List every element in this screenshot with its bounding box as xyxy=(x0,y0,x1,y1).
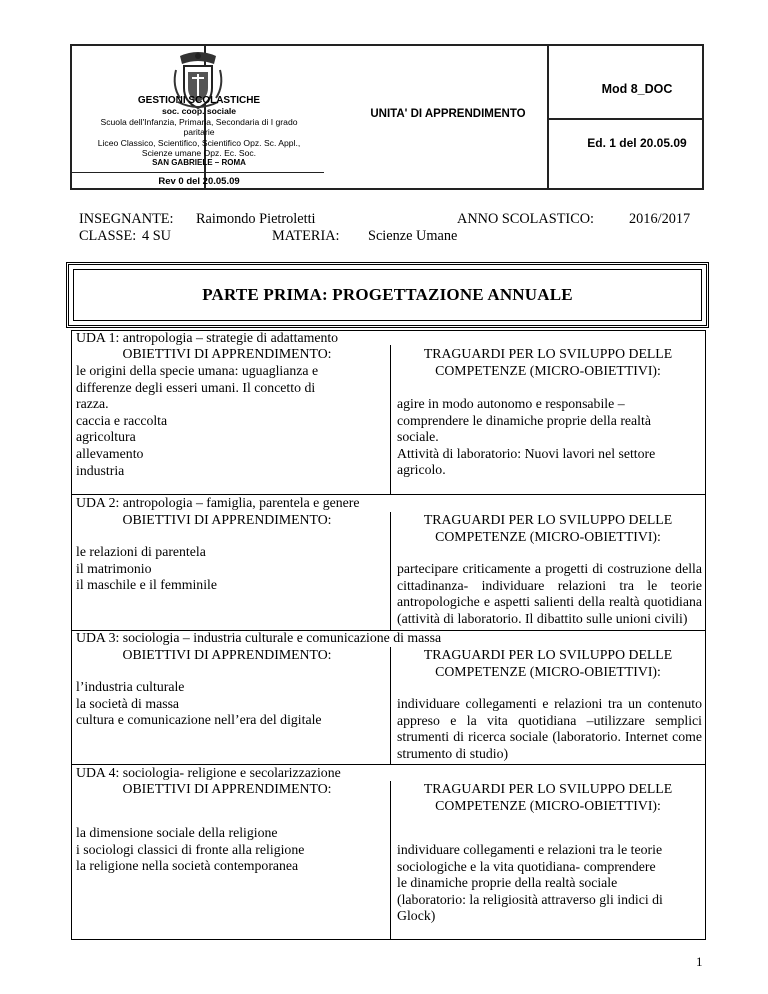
uda-4-title: UDA 4: sociologia- religione e secolarizzazione xyxy=(76,765,341,780)
classe-label: CLASSE: xyxy=(79,228,137,244)
list-item: comprendere le dinamiche proprie della realtà xyxy=(397,412,651,428)
org-coop: soc. coop. sociale xyxy=(161,106,237,117)
uda-1-obiettivi xyxy=(76,363,386,479)
table-border xyxy=(71,330,72,940)
list-item: caccia e raccolta xyxy=(76,412,168,428)
list-item: cultura e comunicazione nell’era del digitale xyxy=(76,712,322,728)
list-item: individuare collegamenti e relazioni tra le teorie xyxy=(397,842,663,857)
list-item: la religione nella società contemporanea xyxy=(76,858,299,874)
section-title-box xyxy=(66,262,709,328)
header-divider xyxy=(70,172,324,173)
insegnante-label: INSEGNANTE: xyxy=(79,211,174,227)
list-item: i sociologi classici di fronte alla religione xyxy=(76,841,305,857)
uda-4-obiettivi-header: OBIETTIVI DI APPRENDIMENTO: xyxy=(122,781,332,796)
uda-1-traguardi xyxy=(397,396,702,479)
list-item: industria xyxy=(76,462,125,478)
edition-label: Ed. 1 del 20.05.09 xyxy=(587,136,687,150)
list-item: sociologiche e la vita quotidiana- comprendere xyxy=(397,858,656,874)
page-number: 1 xyxy=(696,954,703,969)
table-border xyxy=(71,939,706,940)
anno-value: 2016/2017 xyxy=(629,211,691,227)
header-divider xyxy=(547,118,702,120)
list-item: le origini della specie umana: uguaglianza e xyxy=(76,363,319,378)
uda-1-title: UDA 1: antropologia – strategie di adattamento xyxy=(76,330,339,345)
list-item: differenze degli esseri umani. Il concetto di xyxy=(76,379,316,395)
uda-1-obiettivi-header: OBIETTIVI DI APPRENDIMENTO: xyxy=(122,346,332,361)
list-item: allevamento xyxy=(76,445,144,461)
uda-3-obiettivi-header: OBIETTIVI DI APPRENDIMENTO: xyxy=(122,647,332,662)
list-item: il maschile e il femminile xyxy=(76,577,217,593)
uda-3-traguardi: individuare collegamenti e relazioni tra un contenuto appreso e la vita quotidiana –utilizzare semplici strumenti di ricerca sociale (laboratorio. Internet come strumento di studio) xyxy=(397,696,702,761)
list-item: la dimensione sociale della religione xyxy=(76,825,278,840)
org-line: Liceo Classico, Scientifico, Scientifico Opz. Sc. Appl., xyxy=(97,137,301,148)
uda-1-traguardi-header: TRAGUARDI PER LO SVILUPPO DELLE COMPETENZE (MICRO-OBIETTIVI): xyxy=(423,346,673,378)
list-item: Attività di laboratorio: Nuovi lavori nel settore xyxy=(397,445,656,461)
list-item: sociale. xyxy=(397,429,439,445)
org-line: Scuola dell'Infanzia, Primaria, Secondaria di I grado xyxy=(100,116,298,127)
list-item: agricolo. xyxy=(397,462,446,478)
uda-4-traguardi-header: TRAGUARDI PER LO SVILUPPO DELLE COMPETENZE (MICRO-OBIETTIVI): xyxy=(423,781,673,813)
classe-value: 4 SU xyxy=(142,228,171,244)
document-type-title: UNITA' DI APPRENDIMENTO xyxy=(370,108,526,120)
uda-3-obiettivi xyxy=(76,679,386,729)
module-code: Mod 8_DOC xyxy=(601,82,673,96)
revision-label: Rev 0 del 20.05.09 xyxy=(158,176,240,187)
uda-2-obiettivi-header: OBIETTIVI DI APPRENDIMENTO: xyxy=(122,512,332,527)
organization-info xyxy=(72,96,326,169)
list-item: Glock) xyxy=(397,908,436,924)
org-line: Scienze umane Opz. Ec. Soc. xyxy=(141,148,257,159)
materia-label: MATERIA: xyxy=(272,228,340,244)
uda-2-traguardi-header: TRAGUARDI PER LO SVILUPPO DELLE COMPETENZE (MICRO-OBIETTIVI): xyxy=(423,512,673,544)
list-item: le dinamiche proprie della realtà sociale xyxy=(397,875,618,891)
org-name: GESTIONI SCOLASTICHE xyxy=(137,95,261,106)
list-item: agire in modo autonomo e responsabile – xyxy=(397,396,625,411)
list-item: (laboratorio: la religiosità attraverso gli indici di xyxy=(397,891,663,907)
uda-2-title: UDA 2: antropologia – famiglia, parentela e genere xyxy=(76,495,360,510)
list-item: agricoltura xyxy=(76,429,136,445)
uda-3-title: UDA 3: sociologia – industria culturale e comunicazione di massa xyxy=(76,630,442,645)
list-item: le relazioni di parentela xyxy=(76,544,206,559)
uda-2-obiettivi xyxy=(76,544,386,594)
table-border xyxy=(705,330,706,940)
section-title: PARTE PRIMA: PROGETTAZIONE ANNUALE xyxy=(202,285,573,304)
list-item: la società di massa xyxy=(76,695,180,711)
list-item: l’industria culturale xyxy=(76,679,185,694)
org-line: paritarie xyxy=(183,127,215,138)
list-item: razza. xyxy=(76,396,109,412)
list-item: il matrimonio xyxy=(76,560,152,576)
uda-3-traguardi-header: TRAGUARDI PER LO SVILUPPO DELLE COMPETENZE (MICRO-OBIETTIVI): xyxy=(423,647,673,679)
uda-table xyxy=(71,330,706,940)
uda-4-obiettivi xyxy=(76,825,386,875)
materia-value: Scienze Umane xyxy=(368,228,458,244)
org-city: SAN GABRIELE – ROMA xyxy=(152,158,246,168)
anno-label: ANNO SCOLASTICO: xyxy=(457,211,595,227)
uda-4-traguardi xyxy=(397,842,702,925)
uda-2-traguardi: partecipare criticamente a progetti di costruzione della cittadinanza- individuare relazioni tra le teorie antropologiche e aspetti salienti della realtà quotidiana (attività di laboratorio. Il dibattito sulle unioni civili) xyxy=(397,561,702,626)
insegnante-value: Raimondo Pietroletti xyxy=(196,211,316,227)
